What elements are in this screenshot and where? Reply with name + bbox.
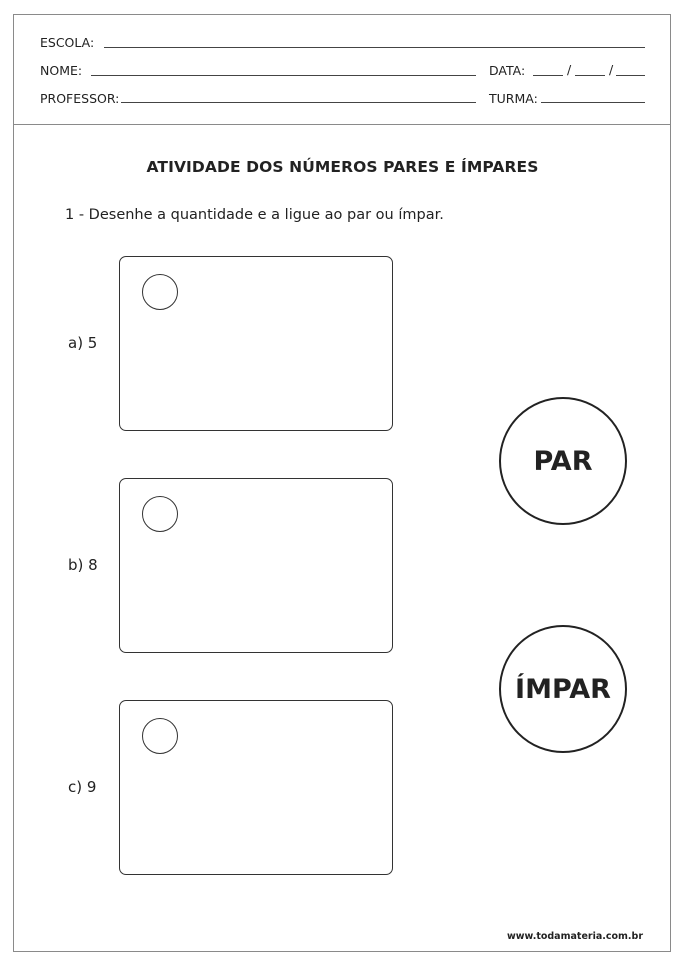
item-label-b: b) 8 bbox=[68, 556, 98, 574]
page-title: ATIVIDADE DOS NÚMEROS PARES E ÍMPARES bbox=[146, 158, 539, 176]
turma-label: TURMA: bbox=[489, 91, 538, 106]
par-label: PAR bbox=[533, 445, 593, 477]
par-circle[interactable] bbox=[499, 397, 627, 525]
date-separator-2: / bbox=[609, 62, 614, 77]
escola-line[interactable] bbox=[104, 47, 645, 48]
date-day-line[interactable] bbox=[533, 75, 563, 76]
item-label-a: a) 5 bbox=[68, 334, 98, 352]
date-year-line[interactable] bbox=[616, 75, 645, 76]
header-section bbox=[14, 15, 670, 125]
data-label: DATA: bbox=[489, 63, 526, 78]
date-separator-1: / bbox=[567, 62, 572, 77]
professor-line[interactable] bbox=[121, 102, 476, 103]
nome-line[interactable] bbox=[91, 75, 476, 76]
connector-circle-c[interactable] bbox=[142, 718, 178, 754]
nome-label: NOME: bbox=[40, 63, 83, 78]
professor-label: PROFESSOR: bbox=[40, 91, 120, 106]
footer-url: www.todamateria.com.br bbox=[506, 931, 643, 942]
drawing-box-a[interactable] bbox=[119, 256, 393, 431]
turma-line[interactable] bbox=[541, 102, 645, 103]
drawing-box-b[interactable] bbox=[119, 478, 393, 653]
item-label-c: c) 9 bbox=[68, 778, 97, 796]
instruction-text: 1 - Desenhe a quantidade e a ligue ao par ou ímpar. bbox=[65, 207, 444, 223]
impar-label: ÍMPAR bbox=[515, 673, 611, 705]
connector-circle-b[interactable] bbox=[142, 496, 178, 532]
date-month-line[interactable] bbox=[575, 75, 605, 76]
escola-label: ESCOLA: bbox=[40, 35, 95, 50]
connector-circle-a[interactable] bbox=[142, 274, 178, 310]
impar-circle[interactable] bbox=[499, 625, 627, 753]
drawing-box-c[interactable] bbox=[119, 700, 393, 875]
